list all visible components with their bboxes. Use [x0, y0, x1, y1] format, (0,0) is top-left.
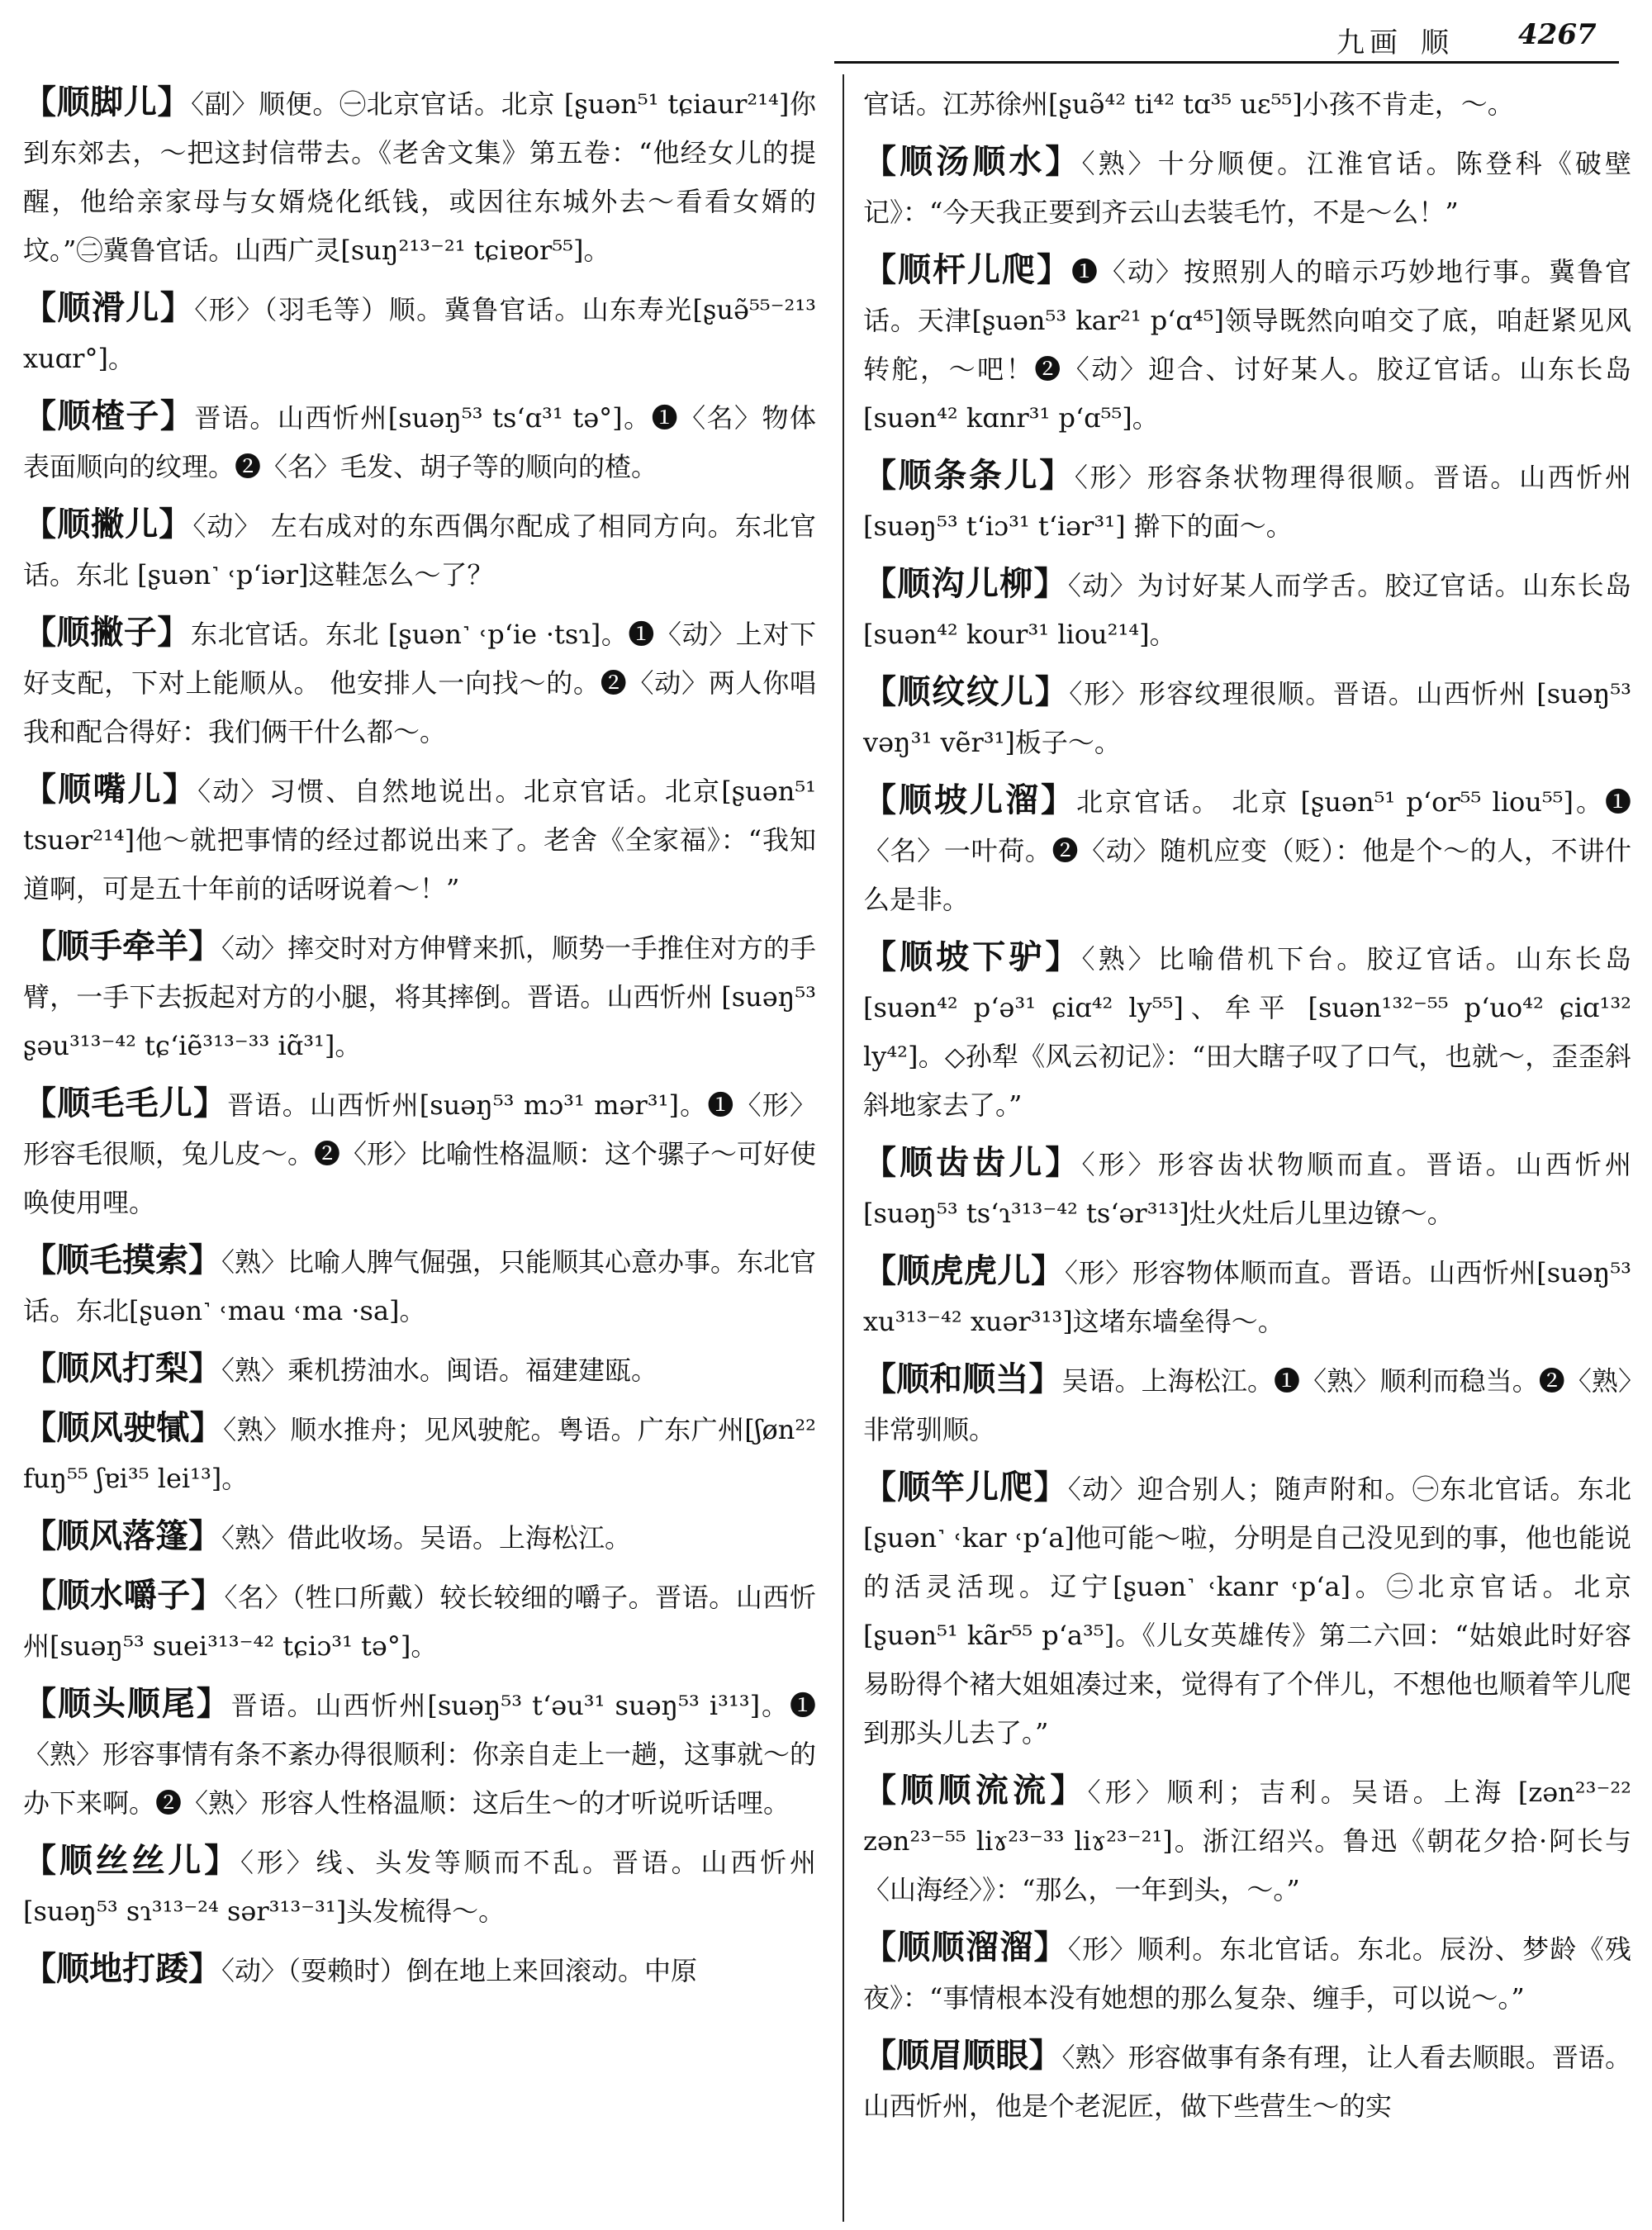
dictionary-entry	[23, 1836, 816, 1936]
dictionary-entry	[23, 1403, 816, 1503]
entry-definition: 〈熟〉顺水推舟；见风驶舵。粤语。广东广州[ʃøn²² fuŋ⁵⁵ ʃɐi³⁵ lei¹³]。	[23, 1414, 817, 1494]
entry-headword: 【顺楂子】	[23, 396, 195, 435]
entry-headword: 【顺风打梨】	[23, 1349, 221, 1388]
dictionary-entry	[23, 922, 816, 1070]
dictionary-entry	[23, 283, 816, 383]
entry-headword: 【顺地打踒】	[23, 1949, 221, 1988]
entry-headword: 【顺纹纹儿】	[863, 672, 1070, 711]
entry-definition: 〈形〉形容物体顺而直。晋语。山西忻州[suəŋ⁵³ xu³¹³⁻⁴² xuər³¹³]这堵东墙垒得～。	[863, 1257, 1631, 1337]
entry-definition: 〈名〉（牲口所戴）较长较细的嚼子。晋语。山西忻州[suəŋ⁵³ suei³¹³⁻⁴² tɕiɔ³¹ tə°]。	[23, 1582, 816, 1662]
dictionary-entry	[863, 78, 1631, 129]
entry-definition: 官话。江苏徐州[ʂuə̃⁴² ti⁴² tɑ³⁵ uɛ⁵⁵]小孩不肯走，～。	[863, 88, 1514, 120]
entry-headword: 【顺齿齿儿】	[863, 1143, 1082, 1182]
dictionary-entry	[23, 1344, 816, 1395]
entry-definition: 〈熟〉乘机捞油水。闽语。福建建瓯。	[221, 1355, 658, 1386]
entry-headword: 【顺沟儿柳】	[863, 564, 1068, 603]
entry-headword: 【顺汤顺水】	[863, 142, 1082, 181]
dictionary-entry	[863, 1138, 1631, 1238]
dictionary-entry	[863, 1463, 1631, 1758]
entry-definition: 〈动〉为讨好某人而学舌。胶辽官话。山东长岛[suən⁴² kour³¹ liou²¹⁴]。	[863, 570, 1631, 650]
entry-definition: 〈熟〉比喻借机下台。胶辽官话。山东长岛 [suən⁴² pʻə³¹ ɕiɑ⁴² ly⁵⁵]、牟平 [suən¹³²⁻⁵⁵ pʻuo⁴² ɕiɑ¹³² ly⁴²]。◇孙犁《风云初记》：“田大瞎子叹了口气，也就～，歪歪斜斜地家去了。”	[863, 943, 1631, 1121]
entry-headword: 【顺和顺当】	[863, 1359, 1062, 1398]
entry-headword: 【顺滑儿】	[23, 288, 195, 327]
entry-definition: 吴语。上海松江。❶〈熟〉顺利而稳当。❷〈熟〉非常驯顺。	[863, 1365, 1631, 1445]
entry-definition: 〈形〉顺利；吉利。吴语。上海 [zən²³⁻²² zən²³⁻⁵⁵ liɤ²³⁻³³ liɤ²³⁻²¹]。浙江绍兴。鲁迅《朝花夕拾·阿长与〈山海经〉》：“那么，一年到头，～。”	[863, 1777, 1631, 1905]
right-column	[863, 78, 1631, 2139]
entry-definition: 〈动〉 左右成对的东西偶尔配成了相同方向。东北官话。东北 [ʂuən˺ ˓pʻiər]这鞋怎么～了？	[23, 510, 816, 591]
dictionary-entry	[23, 608, 816, 757]
entry-definition: 〈动〉迎合别人；随声附和。㊀东北官话。东北 [ʂuən˺ ˓kar ˓pʻa]他可能～啦，分明是自己没见到的事，他也能说的活灵活现。辽宁[ʂuən˺ ˓kanr ˓pʻa]。㊁北京官话。北京 [ʂuən⁵¹ kãr⁵⁵ pʻa³⁵]。《儿女英雄传》第二六回：“姑娘此时好容易盼得个褚大姐姐凑过来，觉得有了个伴儿，不想他也顺着竿儿爬到那头儿去了。”	[863, 1473, 1631, 1748]
dictionary-entry	[863, 451, 1631, 551]
dictionary-entry	[863, 559, 1631, 659]
entry-headword: 【顺顺溜溜】	[863, 1928, 1068, 1967]
entry-headword: 【顺杆儿爬】	[863, 250, 1071, 289]
header-rule	[834, 61, 1619, 64]
entry-definition: 晋语。山西忻州[suəŋ⁵³ mɔ³¹ mər³¹]。❶〈形〉形容毛很顺，兔儿皮～。❷〈形〉比喻性格温顺：这个骡子～可好使唤使用哩。	[23, 1089, 817, 1218]
page-number: 4267	[1518, 18, 1597, 51]
dictionary-entry	[23, 391, 816, 491]
entry-headword: 【顺水嚼子】	[23, 1576, 225, 1615]
entry-definition: 〈动〉（耍赖时）倒在地上来回滚动。中原	[221, 1955, 698, 1986]
dictionary-entry	[23, 1679, 816, 1828]
entry-definition: 〈形〉形容条状物理得很顺。晋语。山西忻州[suəŋ⁵³ tʻiɔ³¹ tʻiər³¹] 擀下的面～。	[863, 462, 1631, 542]
dictionary-entry	[863, 1923, 1631, 2023]
entry-definition: 〈形〉形容纹理很顺。晋语。山西忻州 [suəŋ⁵³ vəŋ³¹ vẽr³¹]板子～。	[863, 678, 1631, 758]
entry-headword: 【顺虎虎儿】	[863, 1251, 1065, 1290]
entry-definition: 〈形〉形容齿状物顺而直。晋语。山西忻州[suəŋ⁵³ tsʻɿ³¹³⁻⁴² tsʻər³¹³]灶火灶后儿里边镣～。	[863, 1149, 1631, 1229]
entry-headword: 【顺毛摸索】	[23, 1241, 221, 1279]
dictionary-entry	[23, 1511, 816, 1563]
header-character: 顺	[1421, 26, 1449, 59]
dictionary-entry	[863, 1766, 1631, 1914]
entry-headword: 【顺手牵羊】	[23, 927, 221, 966]
dictionary-entry	[863, 667, 1631, 767]
page-header	[0, 15, 1635, 64]
entry-definition: 晋语。山西忻州[suəŋ⁵³ tsʻɑ³¹ tə°]。❶〈名〉物体表面顺向的纹理。❷〈名〉毛发、胡子等的顺向的楂。	[23, 402, 816, 482]
dictionary-entry	[23, 1079, 816, 1227]
entry-definition: 〈形〉顺利。东北官话。东北。辰汾、梦龄《残夜》：“事情根本没有她想的那么复杂、缠手，可以说～。”	[863, 1933, 1631, 2014]
entry-definition: 东北官话。东北 [ʂuən˺ ˓pʻie ·tsɿ]。❶〈动〉上对下好支配，下对上能顺从。 他安排人一向找～的。❷〈动〉两人你唱我和配合得好：我们俩干什么都～。	[23, 619, 816, 747]
dictionary-entry	[863, 776, 1631, 924]
entry-definition: 〈动〉摔交时对方伸臂来抓，顺势一手推住对方的手臂，一手下去扳起对方的小腿，将其摔倒。晋语。山西忻州 [suəŋ⁵³ ʂəu³¹³⁻⁴² tɕʻiẽ³¹³⁻³³ iɑ̃³¹]。	[23, 932, 817, 1061]
entry-headword: 【顺脚儿】	[23, 83, 192, 121]
entry-headword: 【顺毛毛儿】	[23, 1084, 228, 1122]
entry-headword: 【顺丝丝儿】	[23, 1841, 241, 1880]
dictionary-entry	[23, 78, 816, 275]
entry-headword: 【顺条条儿】	[863, 456, 1075, 495]
entry-definition: 〈副〉顺便。㊀北京官话。北京 [ʂuən⁵¹ tɕiaur²¹⁴]你到东郊去，～把这封信带去。《老舍文集》第五卷：“他经女儿的提醒，他给亲家母与女婿烧化纸钱，或因往东城外去～看看女婿的坟。”㊁冀鲁官话。山西广灵[suŋ²¹³⁻²¹ tɕiɐor⁵⁵]。	[23, 88, 816, 266]
entry-headword: 【顺竿儿爬】	[863, 1468, 1068, 1506]
entry-definition: 〈动〉习惯、自然地说出。北京官话。北京[ʂuən⁵¹ tsuər²¹⁴]他～就把事情的经过都说出来了。老舍《全家福》：“我知道啊，可是五十年前的话呀说着～！”	[23, 776, 816, 904]
entry-definition: 晋语。山西忻州[suəŋ⁵³ tʻəu³¹ suəŋ⁵³ i³¹³]。❶〈熟〉形容事情有条不紊办得很顺利：你亲自走上一趟，这事就～的办下来啊。❷〈熟〉形容人性格温顺：这后生～的才听说听话哩。	[23, 1690, 817, 1819]
dictionary-entry	[23, 1236, 816, 1336]
entry-definition: 北京官话。 北京 [ʂuən⁵¹ pʻor⁵⁵ liou⁵⁵]。❶〈名〉一叶荷。❷〈动〉随机应变（贬）：他是个～的人，不讲什么是非。	[863, 786, 1631, 915]
dictionary-entry	[863, 932, 1631, 1130]
entry-headword: 【顺坡下驴】	[863, 937, 1082, 976]
dictionary-entry	[23, 765, 816, 913]
left-column	[23, 78, 816, 2004]
entry-headword: 【顺嘴儿】	[23, 770, 198, 809]
dictionary-entry	[863, 1355, 1631, 1454]
entry-headword: 【顺风驶㹑】	[23, 1408, 224, 1447]
entry-definition: 〈形〉（羽毛等）顺。冀鲁官话。山东寿光[ʂuə̃⁵⁵⁻²¹³ xuɑr°]。	[23, 294, 816, 374]
entry-definition: 〈熟〉形容做事有条有理，让人看去顺眼。晋语。山西忻州，他是个老泥匠，做下些营生～的实	[863, 2042, 1631, 2122]
dictionary-entry	[863, 2031, 1631, 2131]
dictionary-entry	[23, 1944, 816, 1995]
entry-headword: 【顺撇儿】	[23, 505, 193, 543]
entry-definition: 〈形〉线、头发等顺而不乱。晋语。山西忻州[suəŋ⁵³ sɿ³¹³⁻²⁴ sər³¹³⁻³¹]头发梳得～。	[23, 1847, 816, 1927]
dictionary-entry	[863, 245, 1631, 443]
entry-headword: 【顺顺流流】	[863, 1771, 1088, 1810]
dictionary-entry	[23, 500, 816, 600]
section-label: 九画	[1336, 26, 1403, 59]
entry-headword: 【顺坡儿溜】	[863, 780, 1077, 819]
dictionary-entry	[863, 137, 1631, 237]
entry-definition: 〈熟〉借此收场。吴语。上海松江。	[221, 1522, 632, 1554]
dictionary-entry	[23, 1571, 816, 1671]
entry-headword: 【顺风落篷】	[23, 1516, 221, 1555]
entry-definition: ❶〈动〉按照别人的暗示巧妙地行事。冀鲁官话。天津[ʂuən⁵³ kar²¹ pʻɑ⁴⁵]领导既然向咱交了底，咱赶紧见风转舵，～吧！❷〈动〉迎合、讨好某人。胶辽官话。山东长岛 [suən⁴² kɑnr³¹ pʻɑ⁵⁵]。	[863, 256, 1631, 434]
entry-headword: 【顺头顺尾】	[23, 1684, 231, 1723]
entry-definition: 〈熟〉十分顺便。江淮官话。陈登科《破壁记》：“今天我正要到齐云山去装毛竹，不是～么！”	[863, 148, 1631, 228]
entry-definition: 〈熟〉比喻人脾气倔强，只能顺其心意办事。东北官话。东北[ʂuən˺ ˓mau ˓ma ·sa]。	[23, 1246, 817, 1326]
dictionary-entry	[863, 1246, 1631, 1346]
column-divider	[843, 74, 844, 2222]
entry-headword: 【顺撇子】	[23, 613, 191, 652]
entry-headword: 【顺眉顺眼】	[863, 2036, 1062, 2075]
